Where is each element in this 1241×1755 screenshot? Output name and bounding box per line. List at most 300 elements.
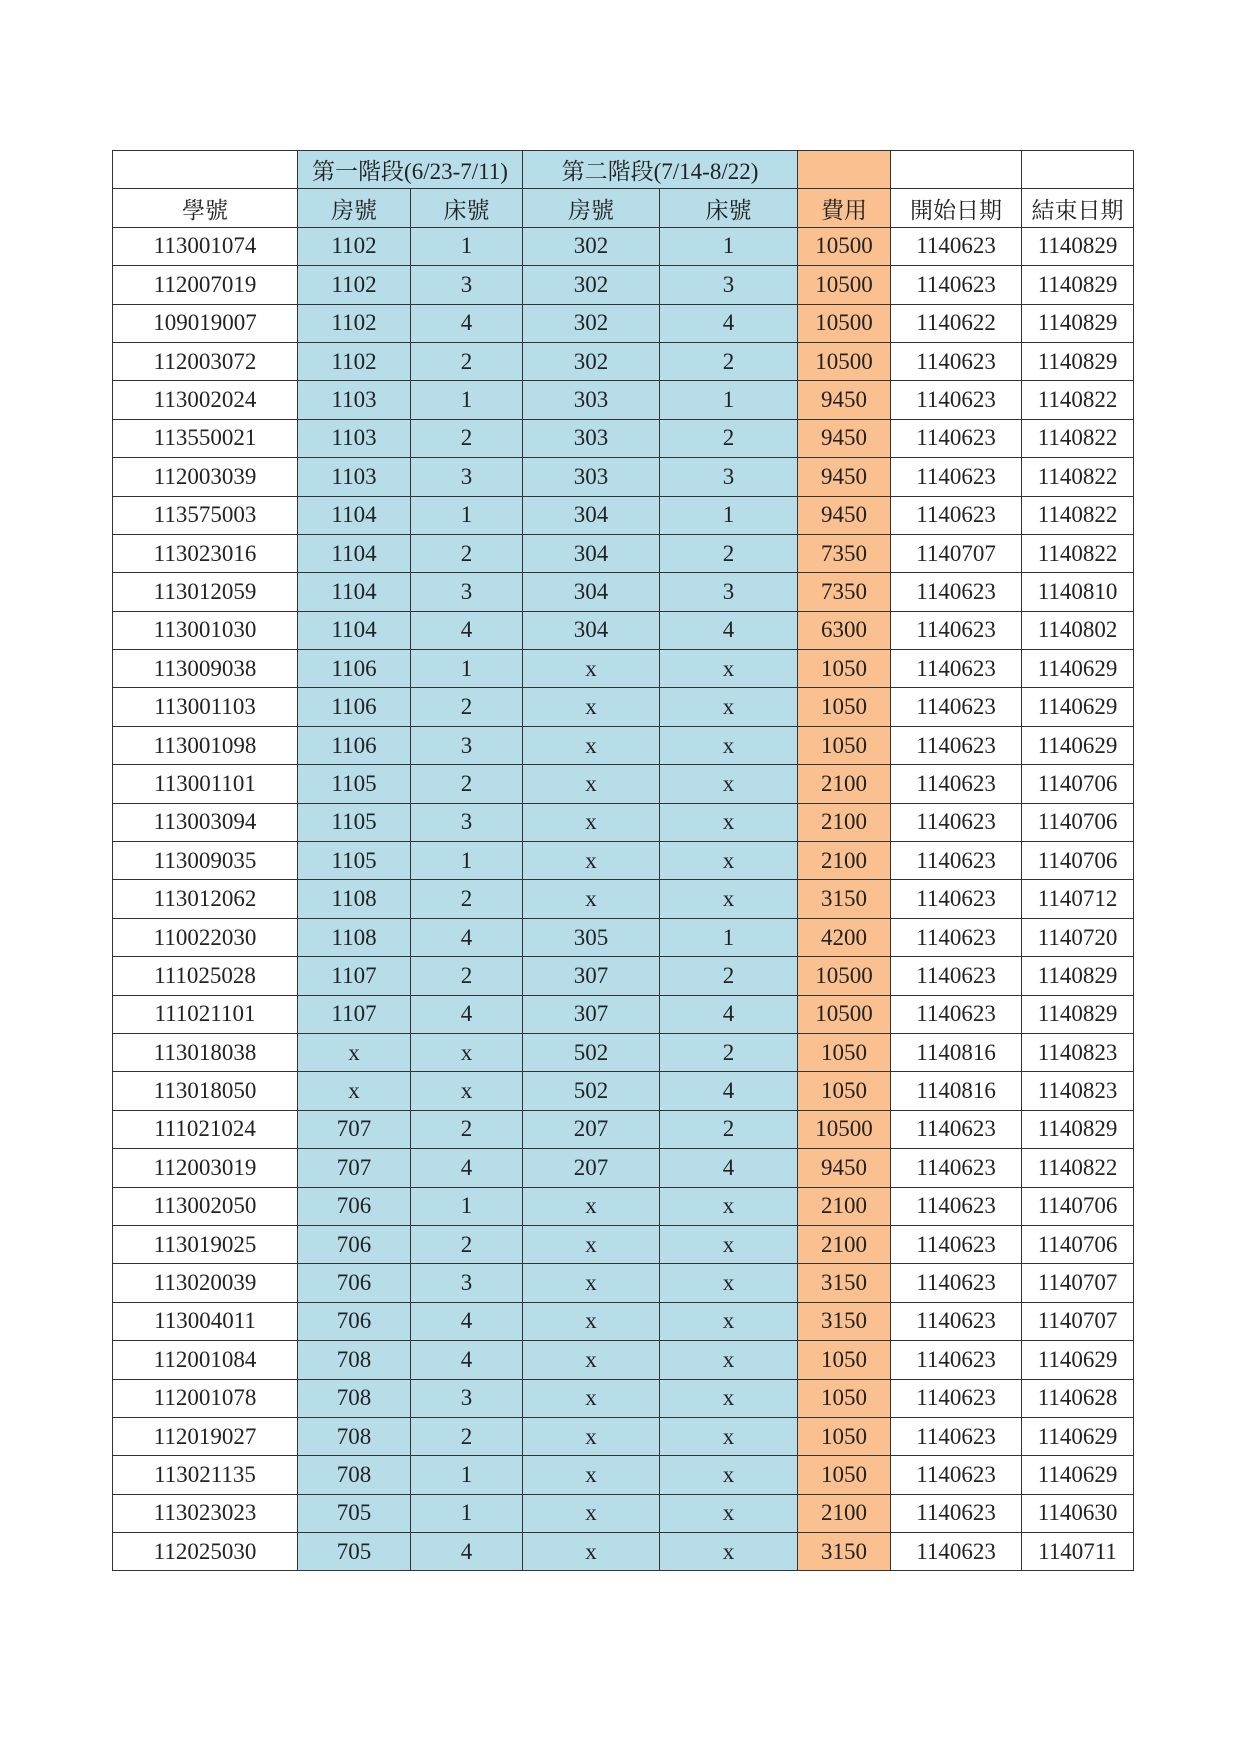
table-row <box>113 1033 1134 1071</box>
cell-stage1-room: 707 <box>298 1149 411 1187</box>
cell-start-date: 1140623 <box>891 1149 1022 1187</box>
cell-stage2-bed: x <box>660 688 798 726</box>
table-row <box>113 1341 1134 1379</box>
cell-end-date: 1140822 <box>1022 534 1134 572</box>
cell-stage1-bed: 2 <box>411 765 523 803</box>
cell-fee: 10500 <box>798 1110 891 1148</box>
cell-stage1-room: x <box>298 1072 411 1110</box>
cell-fee: 7350 <box>798 573 891 611</box>
cell-stage1-room: x <box>298 1033 411 1071</box>
cell-stage2-bed: 4 <box>660 304 798 342</box>
cell-start-date: 1140623 <box>891 1533 1022 1571</box>
table-row <box>113 1187 1134 1225</box>
cell-stage2-room: 302 <box>523 266 660 304</box>
cell-stage2-bed: 3 <box>660 458 798 496</box>
cell-student-id: 113012059 <box>113 573 298 611</box>
cell-stage1-bed: 4 <box>411 918 523 956</box>
cell-fee: 3150 <box>798 1264 891 1302</box>
cell-stage2-bed: 4 <box>660 1072 798 1110</box>
cell-stage1-bed: 1 <box>411 1456 523 1494</box>
cell-start-date: 1140623 <box>891 880 1022 918</box>
cell-student-id: 112003072 <box>113 342 298 380</box>
cell-start-date: 1140623 <box>891 1225 1022 1263</box>
cell-stage2-bed: x <box>660 650 798 688</box>
header-fee: 費用 <box>798 189 891 227</box>
cell-stage1-room: 706 <box>298 1264 411 1302</box>
cell-fee: 9450 <box>798 458 891 496</box>
table-row <box>113 1072 1134 1110</box>
cell-student-id: 112001084 <box>113 1341 298 1379</box>
cell-stage1-bed: 4 <box>411 995 523 1033</box>
cell-stage2-room: x <box>523 650 660 688</box>
cell-stage2-bed: 1 <box>660 227 798 265</box>
header-blank-cell <box>113 151 298 189</box>
cell-stage1-room: 1102 <box>298 266 411 304</box>
cell-fee: 1050 <box>798 1341 891 1379</box>
cell-student-id: 113009035 <box>113 842 298 880</box>
cell-student-id: 111021024 <box>113 1110 298 1148</box>
cell-fee: 1050 <box>798 1417 891 1455</box>
cell-fee: 10500 <box>798 227 891 265</box>
cell-stage1-room: 1107 <box>298 957 411 995</box>
cell-stage2-bed: 2 <box>660 342 798 380</box>
cell-stage1-room: 1102 <box>298 342 411 380</box>
cell-end-date: 1140706 <box>1022 803 1134 841</box>
cell-end-date: 1140706 <box>1022 842 1134 880</box>
cell-end-date: 1140810 <box>1022 573 1134 611</box>
cell-fee: 10500 <box>798 957 891 995</box>
cell-stage2-room: 304 <box>523 573 660 611</box>
cell-student-id: 112025030 <box>113 1533 298 1571</box>
header-start-date: 開始日期 <box>891 189 1022 227</box>
table-row <box>113 1379 1134 1417</box>
cell-student-id: 113021135 <box>113 1456 298 1494</box>
cell-student-id: 113001098 <box>113 726 298 764</box>
cell-stage2-bed: x <box>660 1264 798 1302</box>
cell-end-date: 1140829 <box>1022 266 1134 304</box>
cell-student-id: 113023023 <box>113 1494 298 1532</box>
header-stage2-bed: 床號 <box>660 189 798 227</box>
cell-end-date: 1140629 <box>1022 1341 1134 1379</box>
cell-start-date: 1140623 <box>891 803 1022 841</box>
cell-start-date: 1140623 <box>891 496 1022 534</box>
cell-stage2-room: 304 <box>523 496 660 534</box>
cell-stage1-bed: 1 <box>411 381 523 419</box>
cell-stage1-bed: 1 <box>411 1494 523 1532</box>
cell-stage2-bed: 2 <box>660 419 798 457</box>
cell-fee: 10500 <box>798 304 891 342</box>
cell-stage1-room: 706 <box>298 1302 411 1340</box>
cell-stage2-room: 304 <box>523 611 660 649</box>
cell-stage2-bed: x <box>660 1187 798 1225</box>
cell-stage1-room: 708 <box>298 1341 411 1379</box>
cell-stage1-room: 708 <box>298 1456 411 1494</box>
cell-fee: 2100 <box>798 1494 891 1532</box>
cell-start-date: 1140623 <box>891 342 1022 380</box>
header-stage1-room: 房號 <box>298 189 411 227</box>
cell-end-date: 1140822 <box>1022 1149 1134 1187</box>
cell-stage1-bed: 2 <box>411 688 523 726</box>
cell-stage2-bed: 1 <box>660 918 798 956</box>
cell-end-date: 1140629 <box>1022 1456 1134 1494</box>
cell-stage2-room: 304 <box>523 534 660 572</box>
table-row <box>113 227 1134 265</box>
cell-stage2-room: 303 <box>523 419 660 457</box>
cell-stage2-room: 207 <box>523 1149 660 1187</box>
cell-start-date: 1140623 <box>891 918 1022 956</box>
cell-stage2-room: 303 <box>523 458 660 496</box>
cell-start-date: 1140623 <box>891 611 1022 649</box>
cell-stage2-bed: x <box>660 1456 798 1494</box>
cell-stage2-room: x <box>523 1456 660 1494</box>
cell-start-date: 1140623 <box>891 1264 1022 1302</box>
cell-start-date: 1140623 <box>891 1341 1022 1379</box>
cell-stage2-room: x <box>523 1264 660 1302</box>
cell-stage1-room: 1103 <box>298 458 411 496</box>
cell-stage1-room: 1105 <box>298 803 411 841</box>
cell-stage2-bed: 3 <box>660 573 798 611</box>
cell-start-date: 1140622 <box>891 304 1022 342</box>
cell-student-id: 113018038 <box>113 1033 298 1071</box>
cell-student-id: 113023016 <box>113 534 298 572</box>
table-row <box>113 765 1134 803</box>
cell-fee: 1050 <box>798 650 891 688</box>
cell-stage2-room: x <box>523 1533 660 1571</box>
cell-stage2-room: x <box>523 1494 660 1532</box>
cell-stage1-bed: x <box>411 1072 523 1110</box>
cell-stage2-room: x <box>523 803 660 841</box>
table-row <box>113 1302 1134 1340</box>
table-row <box>113 304 1134 342</box>
cell-stage1-room: 1105 <box>298 765 411 803</box>
cell-stage1-room: 706 <box>298 1187 411 1225</box>
cell-stage1-room: 1104 <box>298 573 411 611</box>
cell-end-date: 1140829 <box>1022 995 1134 1033</box>
cell-stage1-room: 705 <box>298 1533 411 1571</box>
cell-stage1-room: 1105 <box>298 842 411 880</box>
cell-fee: 2100 <box>798 1187 891 1225</box>
table-row <box>113 496 1134 534</box>
cell-student-id: 112003039 <box>113 458 298 496</box>
cell-start-date: 1140623 <box>891 995 1022 1033</box>
header-row-columns <box>113 189 1134 227</box>
cell-stage1-bed: 1 <box>411 1187 523 1225</box>
cell-stage1-room: 708 <box>298 1379 411 1417</box>
cell-stage1-bed: 4 <box>411 1149 523 1187</box>
cell-stage2-room: x <box>523 765 660 803</box>
cell-stage2-room: x <box>523 1187 660 1225</box>
cell-fee: 9450 <box>798 496 891 534</box>
cell-stage2-bed: x <box>660 842 798 880</box>
cell-stage1-room: 1106 <box>298 726 411 764</box>
cell-stage2-room: x <box>523 1302 660 1340</box>
cell-student-id: 113001074 <box>113 227 298 265</box>
cell-stage1-bed: 2 <box>411 342 523 380</box>
cell-end-date: 1140829 <box>1022 1110 1134 1148</box>
cell-stage1-room: 1108 <box>298 880 411 918</box>
cell-stage1-bed: 2 <box>411 534 523 572</box>
cell-start-date: 1140623 <box>891 842 1022 880</box>
cell-stage2-bed: 2 <box>660 1110 798 1148</box>
cell-fee: 1050 <box>798 1379 891 1417</box>
cell-end-date: 1140706 <box>1022 1187 1134 1225</box>
table-row <box>113 803 1134 841</box>
cell-end-date: 1140629 <box>1022 650 1134 688</box>
cell-stage1-bed: 2 <box>411 1110 523 1148</box>
cell-fee: 3150 <box>798 1533 891 1571</box>
table-row <box>113 381 1134 419</box>
cell-stage2-room: 207 <box>523 1110 660 1148</box>
cell-stage1-room: 1102 <box>298 304 411 342</box>
cell-student-id: 113001101 <box>113 765 298 803</box>
cell-student-id: 113020039 <box>113 1264 298 1302</box>
cell-stage2-bed: x <box>660 1417 798 1455</box>
cell-stage1-bed: 1 <box>411 650 523 688</box>
cell-stage2-bed: x <box>660 1225 798 1263</box>
cell-start-date: 1140623 <box>891 419 1022 457</box>
cell-fee: 4200 <box>798 918 891 956</box>
cell-stage2-bed: x <box>660 880 798 918</box>
cell-start-date: 1140623 <box>891 1187 1022 1225</box>
cell-start-date: 1140623 <box>891 726 1022 764</box>
table-row <box>113 1225 1134 1263</box>
cell-start-date: 1140816 <box>891 1033 1022 1071</box>
cell-stage1-bed: 2 <box>411 880 523 918</box>
cell-stage2-room: 502 <box>523 1072 660 1110</box>
table-row <box>113 918 1134 956</box>
table-row <box>113 842 1134 880</box>
cell-fee: 3150 <box>798 880 891 918</box>
header-stage2-room: 房號 <box>523 189 660 227</box>
table-row <box>113 1494 1134 1532</box>
cell-stage1-bed: 3 <box>411 1379 523 1417</box>
header-end-date: 結束日期 <box>1022 189 1134 227</box>
table-row <box>113 419 1134 457</box>
header-student-id: 學號 <box>113 189 298 227</box>
cell-stage2-bed: x <box>660 1494 798 1532</box>
table-row <box>113 611 1134 649</box>
cell-end-date: 1140707 <box>1022 1302 1134 1340</box>
cell-stage1-room: 1103 <box>298 381 411 419</box>
cell-stage2-bed: x <box>660 1302 798 1340</box>
cell-stage2-room: 302 <box>523 304 660 342</box>
cell-fee: 10500 <box>798 342 891 380</box>
cell-stage1-bed: 4 <box>411 304 523 342</box>
cell-stage1-room: 706 <box>298 1225 411 1263</box>
cell-end-date: 1140829 <box>1022 342 1134 380</box>
table-row <box>113 726 1134 764</box>
cell-stage1-bed: 1 <box>411 496 523 534</box>
cell-fee: 9450 <box>798 381 891 419</box>
cell-stage2-room: x <box>523 1341 660 1379</box>
cell-stage2-bed: 2 <box>660 957 798 995</box>
cell-fee: 2100 <box>798 803 891 841</box>
cell-stage1-bed: 3 <box>411 726 523 764</box>
cell-student-id: 109019007 <box>113 304 298 342</box>
cell-stage2-bed: x <box>660 1379 798 1417</box>
cell-end-date: 1140630 <box>1022 1494 1134 1532</box>
table-row <box>113 650 1134 688</box>
cell-fee: 1050 <box>798 1456 891 1494</box>
cell-stage2-room: x <box>523 1417 660 1455</box>
cell-fee: 1050 <box>798 1033 891 1071</box>
table-row <box>113 573 1134 611</box>
cell-end-date: 1140629 <box>1022 726 1134 764</box>
table-row <box>113 880 1134 918</box>
cell-start-date: 1140623 <box>891 1456 1022 1494</box>
cell-end-date: 1140829 <box>1022 957 1134 995</box>
cell-stage1-bed: 3 <box>411 573 523 611</box>
cell-end-date: 1140822 <box>1022 496 1134 534</box>
cell-end-date: 1140629 <box>1022 688 1134 726</box>
cell-start-date: 1140623 <box>891 957 1022 995</box>
header-stage1-bed: 床號 <box>411 189 523 227</box>
cell-stage1-room: 1106 <box>298 688 411 726</box>
cell-end-date: 1140706 <box>1022 1225 1134 1263</box>
table-row <box>113 342 1134 380</box>
table-row <box>113 995 1134 1033</box>
cell-stage2-room: 307 <box>523 957 660 995</box>
table-row <box>113 1264 1134 1302</box>
cell-fee: 2100 <box>798 765 891 803</box>
cell-student-id: 113550021 <box>113 419 298 457</box>
table-row <box>113 688 1134 726</box>
cell-stage1-bed: 1 <box>411 842 523 880</box>
cell-student-id: 113003094 <box>113 803 298 841</box>
cell-stage2-room: x <box>523 1379 660 1417</box>
cell-stage1-room: 1104 <box>298 534 411 572</box>
cell-stage2-bed: x <box>660 803 798 841</box>
cell-stage2-room: 302 <box>523 227 660 265</box>
cell-fee: 10500 <box>798 995 891 1033</box>
cell-stage1-room: 1102 <box>298 227 411 265</box>
cell-fee: 3150 <box>798 1302 891 1340</box>
cell-student-id: 112007019 <box>113 266 298 304</box>
cell-student-id: 113019025 <box>113 1225 298 1263</box>
table-row <box>113 1149 1134 1187</box>
cell-end-date: 1140628 <box>1022 1379 1134 1417</box>
cell-student-id: 111021101 <box>113 995 298 1033</box>
header-end-blank <box>1022 151 1134 189</box>
table-row <box>113 266 1134 304</box>
cell-student-id: 113001030 <box>113 611 298 649</box>
cell-stage2-bed: 1 <box>660 496 798 534</box>
cell-stage2-room: x <box>523 726 660 764</box>
cell-stage1-bed: x <box>411 1033 523 1071</box>
header-row-stages <box>113 151 1134 189</box>
cell-stage1-bed: 1 <box>411 227 523 265</box>
cell-fee: 6300 <box>798 611 891 649</box>
cell-stage1-bed: 2 <box>411 957 523 995</box>
table-row <box>113 1417 1134 1455</box>
cell-stage2-room: 502 <box>523 1033 660 1071</box>
cell-student-id: 113001103 <box>113 688 298 726</box>
cell-student-id: 113002050 <box>113 1187 298 1225</box>
table-row <box>113 534 1134 572</box>
cell-start-date: 1140623 <box>891 688 1022 726</box>
cell-start-date: 1140623 <box>891 650 1022 688</box>
cell-student-id: 113004011 <box>113 1302 298 1340</box>
cell-stage2-room: 302 <box>523 342 660 380</box>
cell-stage1-bed: 3 <box>411 1264 523 1302</box>
cell-end-date: 1140720 <box>1022 918 1134 956</box>
cell-start-date: 1140623 <box>891 381 1022 419</box>
cell-stage2-room: 307 <box>523 995 660 1033</box>
cell-fee: 9450 <box>798 419 891 457</box>
cell-stage2-room: 305 <box>523 918 660 956</box>
cell-stage1-room: 708 <box>298 1417 411 1455</box>
cell-stage2-bed: x <box>660 726 798 764</box>
header-start-blank <box>891 151 1022 189</box>
cell-student-id: 111025028 <box>113 957 298 995</box>
cell-start-date: 1140623 <box>891 1302 1022 1340</box>
cell-end-date: 1140829 <box>1022 304 1134 342</box>
cell-end-date: 1140829 <box>1022 227 1134 265</box>
cell-fee: 10500 <box>798 266 891 304</box>
cell-start-date: 1140623 <box>891 1417 1022 1455</box>
cell-student-id: 113002024 <box>113 381 298 419</box>
cell-end-date: 1140822 <box>1022 458 1134 496</box>
cell-end-date: 1140802 <box>1022 611 1134 649</box>
cell-student-id: 110022030 <box>113 918 298 956</box>
cell-student-id: 113575003 <box>113 496 298 534</box>
cell-end-date: 1140823 <box>1022 1072 1134 1110</box>
cell-stage1-room: 707 <box>298 1110 411 1148</box>
cell-stage2-bed: 4 <box>660 1149 798 1187</box>
cell-end-date: 1140822 <box>1022 419 1134 457</box>
cell-stage1-bed: 4 <box>411 1302 523 1340</box>
header-stage2: 第二階段(7/14-8/22) <box>523 151 798 189</box>
table-row <box>113 957 1134 995</box>
cell-student-id: 112019027 <box>113 1417 298 1455</box>
cell-stage1-bed: 2 <box>411 1225 523 1263</box>
cell-stage1-room: 1106 <box>298 650 411 688</box>
cell-start-date: 1140623 <box>891 458 1022 496</box>
cell-student-id: 113009038 <box>113 650 298 688</box>
cell-student-id: 112001078 <box>113 1379 298 1417</box>
cell-stage2-bed: 2 <box>660 534 798 572</box>
cell-stage2-room: 303 <box>523 381 660 419</box>
cell-end-date: 1140707 <box>1022 1264 1134 1302</box>
table-body <box>113 227 1134 1571</box>
cell-stage1-room: 1104 <box>298 496 411 534</box>
cell-stage2-room: x <box>523 880 660 918</box>
cell-stage2-bed: 4 <box>660 995 798 1033</box>
cell-fee: 9450 <box>798 1149 891 1187</box>
cell-start-date: 1140623 <box>891 573 1022 611</box>
cell-end-date: 1140706 <box>1022 765 1134 803</box>
cell-stage2-room: x <box>523 688 660 726</box>
cell-stage2-bed: x <box>660 1341 798 1379</box>
cell-stage2-bed: x <box>660 1533 798 1571</box>
dorm-assignment-table <box>112 150 1134 1571</box>
cell-stage1-bed: 2 <box>411 1417 523 1455</box>
cell-stage2-bed: 4 <box>660 611 798 649</box>
cell-start-date: 1140623 <box>891 765 1022 803</box>
cell-stage1-bed: 4 <box>411 1341 523 1379</box>
cell-stage1-room: 1103 <box>298 419 411 457</box>
cell-stage2-bed: 1 <box>660 381 798 419</box>
cell-student-id: 112003019 <box>113 1149 298 1187</box>
table-row <box>113 1456 1134 1494</box>
cell-end-date: 1140712 <box>1022 880 1134 918</box>
cell-end-date: 1140823 <box>1022 1033 1134 1071</box>
cell-start-date: 1140623 <box>891 1110 1022 1148</box>
cell-stage1-room: 1108 <box>298 918 411 956</box>
cell-start-date: 1140623 <box>891 266 1022 304</box>
cell-start-date: 1140623 <box>891 1494 1022 1532</box>
cell-stage2-room: x <box>523 842 660 880</box>
